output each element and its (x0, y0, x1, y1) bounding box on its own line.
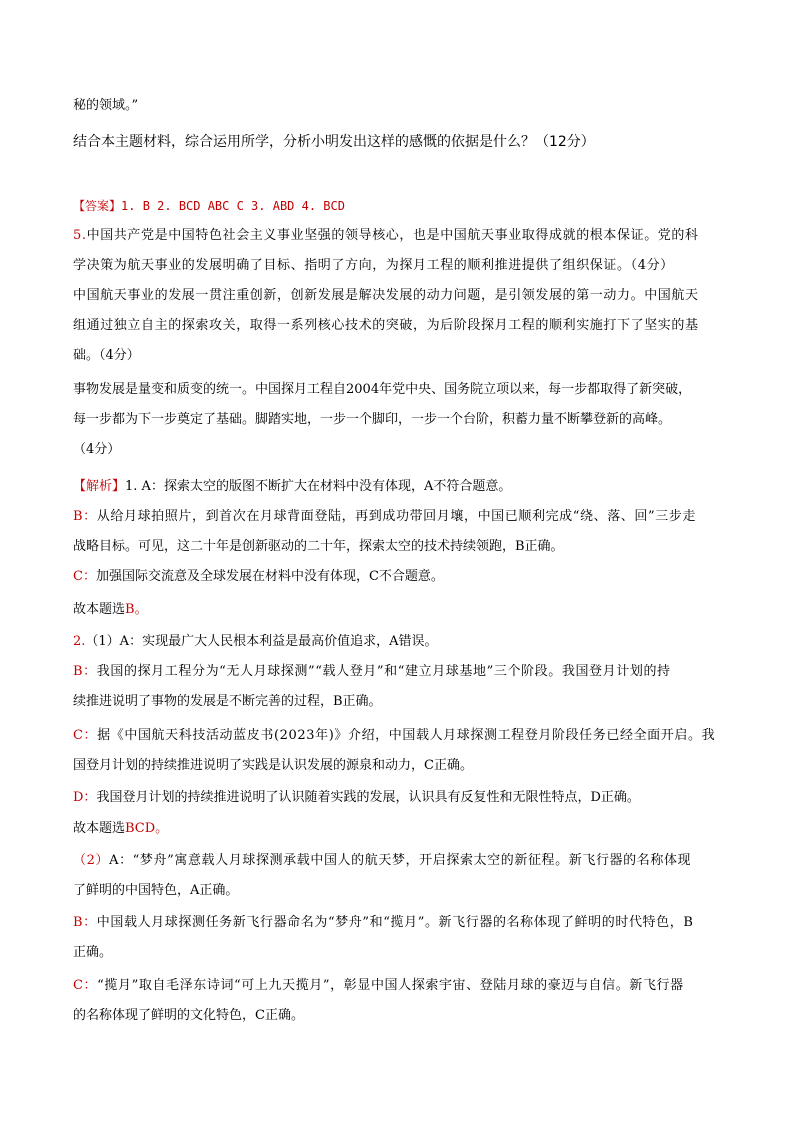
text-line: 5.中国共产党是中国特色社会主义事业坚强的领导核心，也是中国航天事业取得成就的根本保证。党的科 (73, 228, 699, 243)
text-line: 学决策为航天事业的发展明确了目标、指明了方向，为探月工程的顺利推进提供了组织保证。（4分） (73, 258, 674, 273)
text-line: 了鲜明的中国特色，A正确。 (73, 883, 239, 898)
text-line: B：从给月球拍照片，到首次在月球背面登陆，再到成功带回月壤，中国已顺利完成“绕、落、回”三步走 (73, 509, 697, 524)
text-line: 秘的领域。” (73, 98, 139, 113)
text-line: 续推进说明了事物的发展是不断完善的过程，B正确。 (73, 694, 382, 709)
text-line: 础。（4分） (73, 348, 140, 363)
text-line: 故本题选BCD。 (73, 821, 169, 836)
text-line: D：我国登月计划的持续推进说明了认识随着实践的发展，认识具有反复性和无限性特点，D正确。 (73, 790, 640, 805)
text-line: （2）A：“梦舟”寓意载人月球探测承载中国人的航天梦，开启探索太空的新征程。新飞行器的名称体现 (73, 853, 692, 868)
text-line: 中国航天事业的发展一贯注重创新，创新发展是解决发展的动力问题，是引领发展的第一动力。中国航天 (73, 288, 699, 303)
text-line: 【解析】1. A：探索太空的版图不断扩大在材料中没有体现，A不符合题意。 (73, 479, 512, 494)
text-line: C：加强国际交流意及全球发展在材料中没有体现，C不合题意。 (73, 569, 444, 584)
text-line: B：我国的探月工程分为“无人月球探测”“载人登月”和“建立月球基地”三个阶段。我国登月计划的持 (73, 664, 671, 679)
text-line: 事物发展是量变和质变的统一。中国探月工程自2004年党中央、国务院立项以来，每一步都取得了新突破， (73, 382, 692, 397)
question-line: 结合本主题材料，综合运用所学，分析小明发出这样的感慨的依据是什么？（12分） (73, 134, 595, 150)
text-line: 国登月计划的持续推进说明了实践是认识发展的源泉和动力，C正确。 (73, 758, 473, 773)
text-line: （4分） (73, 442, 121, 457)
text-line: 每一步都为下一步奠定了基础。脚踏实地，一步一个脚印，一步一个台阶，积蓄力量不断攀登新的高峰。 (73, 412, 672, 427)
text-line: C：据《中国航天科技活动蓝皮书(2023年)》介绍，中国载人月球探测工程登月阶段任务已经全面开启。我 (73, 728, 716, 743)
text-line: 战略目标。可见，这二十年是创新驱动的二十年，探索太空的技术持续领跑，B正确。 (73, 539, 564, 554)
text-line: 正确。 (73, 945, 113, 960)
text-line: C：“揽月”取自毛泽东诗词“可上九天揽月”，彰显中国人探索宇宙、登陆月球的豪迈与自信。新飞行器 (73, 978, 684, 993)
text-line: 组通过独立自主的探索攻关，取得一系列核心技术的突破，为后阶段探月工程的顺利实施打下了坚实的基 (73, 318, 699, 333)
answer-line: 【答案】1. B 2. BCD ABC C 3. ABD 4. BCD (73, 199, 345, 213)
text-line: B：中国载人月球探测任务新飞行器命名为“梦舟”和“揽月”。新飞行器的名称体现了鲜明的时代特色，B (73, 915, 694, 930)
text-line: 故本题选B。 (73, 602, 148, 617)
text-line: 的名称体现了鲜明的文化特色，C正确。 (73, 1008, 304, 1023)
text-line: 2.（1）A：实现最广大人民根本利益是最高价值追求，A错误。 (73, 634, 438, 649)
